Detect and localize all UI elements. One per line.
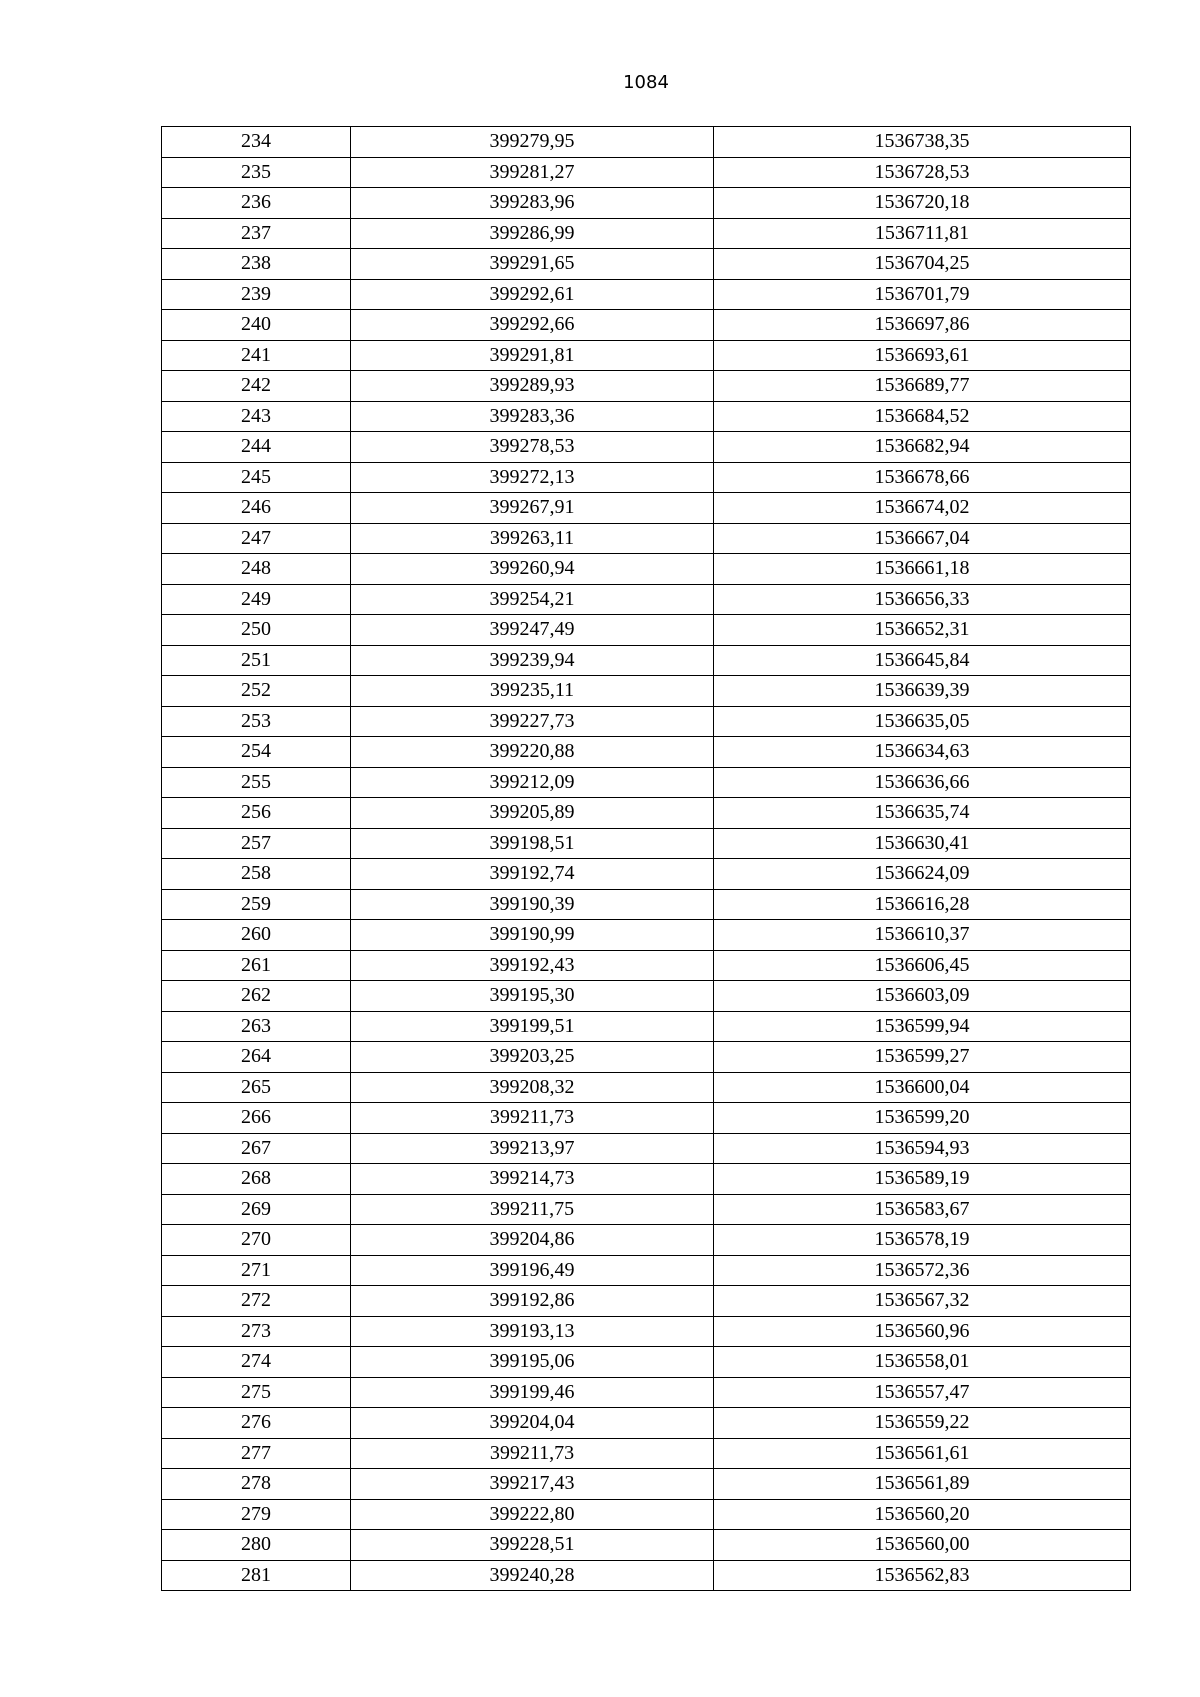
y-coordinate-cell: 1536560,20 (714, 1499, 1131, 1530)
point-number-cell: 279 (162, 1499, 351, 1530)
x-coordinate-cell: 399198,51 (351, 828, 714, 859)
x-coordinate-cell: 399195,30 (351, 981, 714, 1012)
y-coordinate-cell: 1536583,67 (714, 1194, 1131, 1225)
point-number-cell: 244 (162, 432, 351, 463)
point-number-cell: 252 (162, 676, 351, 707)
y-coordinate-cell: 1536562,83 (714, 1560, 1131, 1591)
x-coordinate-cell: 399193,13 (351, 1316, 714, 1347)
point-number-cell: 265 (162, 1072, 351, 1103)
x-coordinate-cell: 399260,94 (351, 554, 714, 585)
point-number-cell: 238 (162, 249, 351, 280)
x-coordinate-cell: 399192,86 (351, 1286, 714, 1317)
x-coordinate-cell: 399278,53 (351, 432, 714, 463)
y-coordinate-cell: 1536610,37 (714, 920, 1131, 951)
point-number-cell: 246 (162, 493, 351, 524)
table-row (162, 1072, 1131, 1103)
x-coordinate-cell: 399205,89 (351, 798, 714, 829)
point-number-cell: 267 (162, 1133, 351, 1164)
y-coordinate-cell: 1536606,45 (714, 950, 1131, 981)
y-coordinate-cell: 1536559,22 (714, 1408, 1131, 1439)
point-number-cell: 241 (162, 340, 351, 371)
x-coordinate-cell: 399292,61 (351, 279, 714, 310)
x-coordinate-cell: 399195,06 (351, 1347, 714, 1378)
table-row (162, 1408, 1131, 1439)
point-number-cell: 274 (162, 1347, 351, 1378)
point-number-cell: 248 (162, 554, 351, 585)
point-number-cell: 235 (162, 157, 351, 188)
x-coordinate-cell: 399283,96 (351, 188, 714, 219)
point-number-cell: 268 (162, 1164, 351, 1195)
y-coordinate-cell: 1536689,77 (714, 371, 1131, 402)
x-coordinate-cell: 399267,91 (351, 493, 714, 524)
point-number-cell: 272 (162, 1286, 351, 1317)
table-row (162, 371, 1131, 402)
y-coordinate-cell: 1536652,31 (714, 615, 1131, 646)
point-number-cell: 251 (162, 645, 351, 676)
table-row (162, 584, 1131, 615)
point-number-cell: 257 (162, 828, 351, 859)
point-number-cell: 236 (162, 188, 351, 219)
y-coordinate-cell: 1536701,79 (714, 279, 1131, 310)
point-number-cell: 259 (162, 889, 351, 920)
point-number-cell: 270 (162, 1225, 351, 1256)
table-row (162, 859, 1131, 890)
point-number-cell: 271 (162, 1255, 351, 1286)
table-row (162, 889, 1131, 920)
table-row (162, 1499, 1131, 1530)
point-number-cell: 262 (162, 981, 351, 1012)
point-number-cell: 261 (162, 950, 351, 981)
y-coordinate-cell: 1536634,63 (714, 737, 1131, 768)
x-coordinate-cell: 399211,73 (351, 1103, 714, 1134)
x-coordinate-cell: 399214,73 (351, 1164, 714, 1195)
table-row (162, 1316, 1131, 1347)
x-coordinate-cell: 399263,11 (351, 523, 714, 554)
table-row (162, 1530, 1131, 1561)
point-number-cell: 254 (162, 737, 351, 768)
point-number-cell: 249 (162, 584, 351, 615)
table-row (162, 310, 1131, 341)
table-row (162, 1103, 1131, 1134)
table-row (162, 188, 1131, 219)
point-number-cell: 253 (162, 706, 351, 737)
table-row (162, 706, 1131, 737)
x-coordinate-cell: 399291,65 (351, 249, 714, 280)
point-number-cell: 280 (162, 1530, 351, 1561)
table-row (162, 1377, 1131, 1408)
x-coordinate-cell: 399190,99 (351, 920, 714, 951)
y-coordinate-cell: 1536558,01 (714, 1347, 1131, 1378)
point-number-cell: 240 (162, 310, 351, 341)
point-number-cell: 239 (162, 279, 351, 310)
x-coordinate-cell: 399199,51 (351, 1011, 714, 1042)
table-row (162, 645, 1131, 676)
point-number-cell: 237 (162, 218, 351, 249)
point-number-cell: 273 (162, 1316, 351, 1347)
table-row (162, 828, 1131, 859)
x-coordinate-cell: 399227,73 (351, 706, 714, 737)
y-coordinate-cell: 1536599,27 (714, 1042, 1131, 1073)
y-coordinate-cell: 1536567,32 (714, 1286, 1131, 1317)
table-row (162, 1347, 1131, 1378)
y-coordinate-cell: 1536599,94 (714, 1011, 1131, 1042)
y-coordinate-cell: 1536684,52 (714, 401, 1131, 432)
x-coordinate-cell: 399228,51 (351, 1530, 714, 1561)
point-number-cell: 263 (162, 1011, 351, 1042)
y-coordinate-cell: 1536661,18 (714, 554, 1131, 585)
point-number-cell: 234 (162, 127, 351, 158)
y-coordinate-cell: 1536572,36 (714, 1255, 1131, 1286)
y-coordinate-cell: 1536697,86 (714, 310, 1131, 341)
x-coordinate-cell: 399281,27 (351, 157, 714, 188)
y-coordinate-cell: 1536636,66 (714, 767, 1131, 798)
point-number-cell: 266 (162, 1103, 351, 1134)
table-row (162, 401, 1131, 432)
table-row (162, 127, 1131, 158)
y-coordinate-cell: 1536667,04 (714, 523, 1131, 554)
point-number-cell: 258 (162, 859, 351, 890)
y-coordinate-cell: 1536693,61 (714, 340, 1131, 371)
y-coordinate-cell: 1536635,05 (714, 706, 1131, 737)
table-row (162, 767, 1131, 798)
x-coordinate-cell: 399213,97 (351, 1133, 714, 1164)
point-number-cell: 256 (162, 798, 351, 829)
point-number-cell: 243 (162, 401, 351, 432)
y-coordinate-cell: 1536645,84 (714, 645, 1131, 676)
table-row (162, 1560, 1131, 1591)
y-coordinate-cell: 1536616,28 (714, 889, 1131, 920)
y-coordinate-cell: 1536635,74 (714, 798, 1131, 829)
point-number-cell: 260 (162, 920, 351, 951)
table-row (162, 1255, 1131, 1286)
x-coordinate-cell: 399192,74 (351, 859, 714, 890)
coordinates-table (161, 126, 1131, 1591)
point-number-cell: 242 (162, 371, 351, 402)
table-row (162, 279, 1131, 310)
y-coordinate-cell: 1536560,00 (714, 1530, 1131, 1561)
x-coordinate-cell: 399239,94 (351, 645, 714, 676)
x-coordinate-cell: 399204,86 (351, 1225, 714, 1256)
point-number-cell: 250 (162, 615, 351, 646)
x-coordinate-cell: 399192,43 (351, 950, 714, 981)
x-coordinate-cell: 399217,43 (351, 1469, 714, 1500)
table-row (162, 340, 1131, 371)
table-row (162, 676, 1131, 707)
table-row (162, 1042, 1131, 1073)
table-row (162, 798, 1131, 829)
y-coordinate-cell: 1536720,18 (714, 188, 1131, 219)
table-row (162, 249, 1131, 280)
table-row (162, 1469, 1131, 1500)
y-coordinate-cell: 1536560,96 (714, 1316, 1131, 1347)
point-number-cell: 247 (162, 523, 351, 554)
x-coordinate-cell: 399199,46 (351, 1377, 714, 1408)
x-coordinate-cell: 399212,09 (351, 767, 714, 798)
x-coordinate-cell: 399204,04 (351, 1408, 714, 1439)
point-number-cell: 245 (162, 462, 351, 493)
table-row (162, 218, 1131, 249)
y-coordinate-cell: 1536630,41 (714, 828, 1131, 859)
x-coordinate-cell: 399211,73 (351, 1438, 714, 1469)
x-coordinate-cell: 399211,75 (351, 1194, 714, 1225)
y-coordinate-cell: 1536600,04 (714, 1072, 1131, 1103)
table-row (162, 1286, 1131, 1317)
x-coordinate-cell: 399291,81 (351, 340, 714, 371)
table-row (162, 737, 1131, 768)
table-row (162, 462, 1131, 493)
x-coordinate-cell: 399254,21 (351, 584, 714, 615)
table-row (162, 1133, 1131, 1164)
table-row (162, 432, 1131, 463)
x-coordinate-cell: 399240,28 (351, 1560, 714, 1591)
y-coordinate-cell: 1536682,94 (714, 432, 1131, 463)
table-row (162, 1225, 1131, 1256)
table-row (162, 523, 1131, 554)
x-coordinate-cell: 399292,66 (351, 310, 714, 341)
y-coordinate-cell: 1536678,66 (714, 462, 1131, 493)
y-coordinate-cell: 1536561,89 (714, 1469, 1131, 1500)
x-coordinate-cell: 399279,95 (351, 127, 714, 158)
x-coordinate-cell: 399283,36 (351, 401, 714, 432)
y-coordinate-cell: 1536738,35 (714, 127, 1131, 158)
x-coordinate-cell: 399289,93 (351, 371, 714, 402)
y-coordinate-cell: 1536656,33 (714, 584, 1131, 615)
point-number-cell: 277 (162, 1438, 351, 1469)
table-row (162, 1011, 1131, 1042)
y-coordinate-cell: 1536594,93 (714, 1133, 1131, 1164)
point-number-cell: 264 (162, 1042, 351, 1073)
y-coordinate-cell: 1536639,39 (714, 676, 1131, 707)
x-coordinate-cell: 399196,49 (351, 1255, 714, 1286)
table-row (162, 1164, 1131, 1195)
table-row (162, 950, 1131, 981)
table-row (162, 1194, 1131, 1225)
point-number-cell: 278 (162, 1469, 351, 1500)
x-coordinate-cell: 399247,49 (351, 615, 714, 646)
y-coordinate-cell: 1536561,61 (714, 1438, 1131, 1469)
point-number-cell: 281 (162, 1560, 351, 1591)
point-number-cell: 269 (162, 1194, 351, 1225)
table-row (162, 920, 1131, 951)
y-coordinate-cell: 1536603,09 (714, 981, 1131, 1012)
table-row (162, 981, 1131, 1012)
y-coordinate-cell: 1536704,25 (714, 249, 1131, 280)
page-number: 1084 (623, 72, 669, 93)
x-coordinate-cell: 399220,88 (351, 737, 714, 768)
x-coordinate-cell: 399286,99 (351, 218, 714, 249)
y-coordinate-cell: 1536557,47 (714, 1377, 1131, 1408)
x-coordinate-cell: 399190,39 (351, 889, 714, 920)
table-row (162, 1438, 1131, 1469)
y-coordinate-cell: 1536711,81 (714, 218, 1131, 249)
x-coordinate-cell: 399203,25 (351, 1042, 714, 1073)
table-row (162, 554, 1131, 585)
table-row (162, 157, 1131, 188)
x-coordinate-cell: 399208,32 (351, 1072, 714, 1103)
table-row (162, 493, 1131, 524)
y-coordinate-cell: 1536578,19 (714, 1225, 1131, 1256)
point-number-cell: 275 (162, 1377, 351, 1408)
y-coordinate-cell: 1536728,53 (714, 157, 1131, 188)
coordinates-table-body (162, 127, 1131, 1591)
x-coordinate-cell: 399272,13 (351, 462, 714, 493)
y-coordinate-cell: 1536674,02 (714, 493, 1131, 524)
x-coordinate-cell: 399222,80 (351, 1499, 714, 1530)
point-number-cell: 255 (162, 767, 351, 798)
y-coordinate-cell: 1536589,19 (714, 1164, 1131, 1195)
x-coordinate-cell: 399235,11 (351, 676, 714, 707)
table-row (162, 615, 1131, 646)
y-coordinate-cell: 1536599,20 (714, 1103, 1131, 1134)
point-number-cell: 276 (162, 1408, 351, 1439)
y-coordinate-cell: 1536624,09 (714, 859, 1131, 890)
